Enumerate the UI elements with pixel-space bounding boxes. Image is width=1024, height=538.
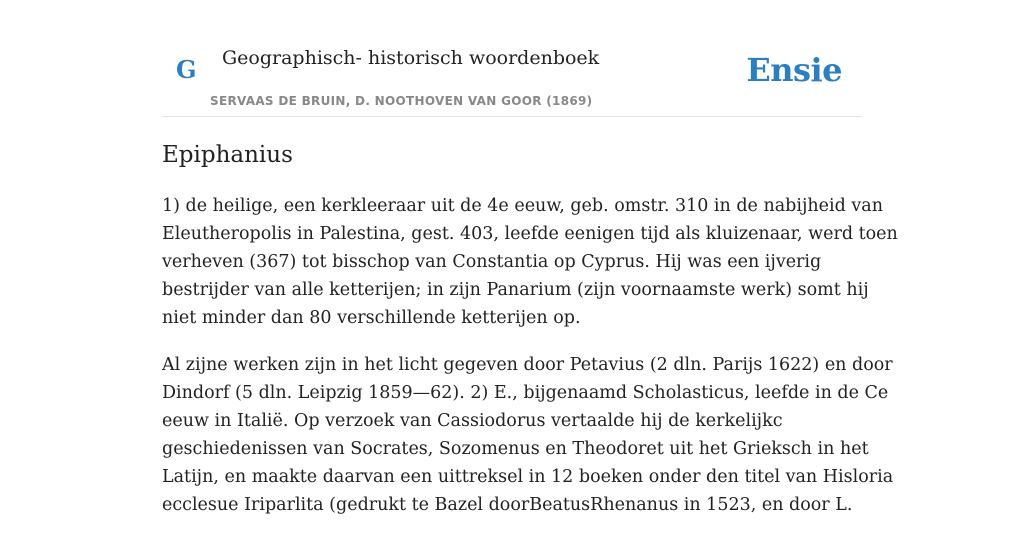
text-line: niet minder dan 80 verschillende ketterijen op. [162, 308, 581, 328]
text-line: Latijn, en maakte daarvan een uittreksel in 12 boeken onder den titel van Hisloria [162, 467, 894, 487]
text-line: verheven (367) tot bisschop van Constantia op Cyprus. Hij was een ijverig [162, 252, 822, 272]
text-line: ecclesue Iriparlita (gedrukt te Bazel doorBeatusRhenanus in 1523, en door L. [162, 495, 853, 515]
text-line: Eleutheropolis in Palestina, gest. 403, leefde eenigen tijd als kluizenaar, werd toen [162, 224, 898, 244]
entry-body [162, 192, 898, 538]
ensie-logo[interactable]: Ensie [746, 51, 842, 89]
text-line: Dindorf (5 dln. Leipzig 1859—62). 2) E., bijgenaamd Scholasticus, leefde in de Ce [162, 383, 889, 403]
site-header [162, 0, 862, 117]
text-line: geschiedenissen van Socrates, Sozomenus en Theodoret uit het Grieksch in het [162, 439, 869, 459]
text-line: eeuw in Italië. Op verzoek van Cassiodorus vertaalde hij de kerkelijkc [162, 411, 783, 431]
letter-badge[interactable]: G [176, 55, 197, 84]
text-line: Al zijne werken zijn in het licht gegeven door Petavius (2 dln. Parijs 1622) en door [162, 355, 893, 375]
entry-headword: Epiphanius [162, 142, 293, 168]
text-line: bestrijder van alle ketterijen; in zijn Panarium (zijn voornaamste werk) somt hij [162, 280, 869, 300]
entry-paragraph [162, 351, 894, 519]
text-line: 1) de heilige, een kerkleeraar uit de 4e eeuw, geb. omstr. 310 in de nabijheid van [162, 196, 883, 216]
book-authors: SERVAAS DE BRUIN, D. NOOTHOVEN VAN GOOR (1869) [210, 94, 593, 108]
entry-paragraph [162, 192, 898, 332]
book-title[interactable]: Geographisch- historisch woordenboek [222, 47, 600, 69]
